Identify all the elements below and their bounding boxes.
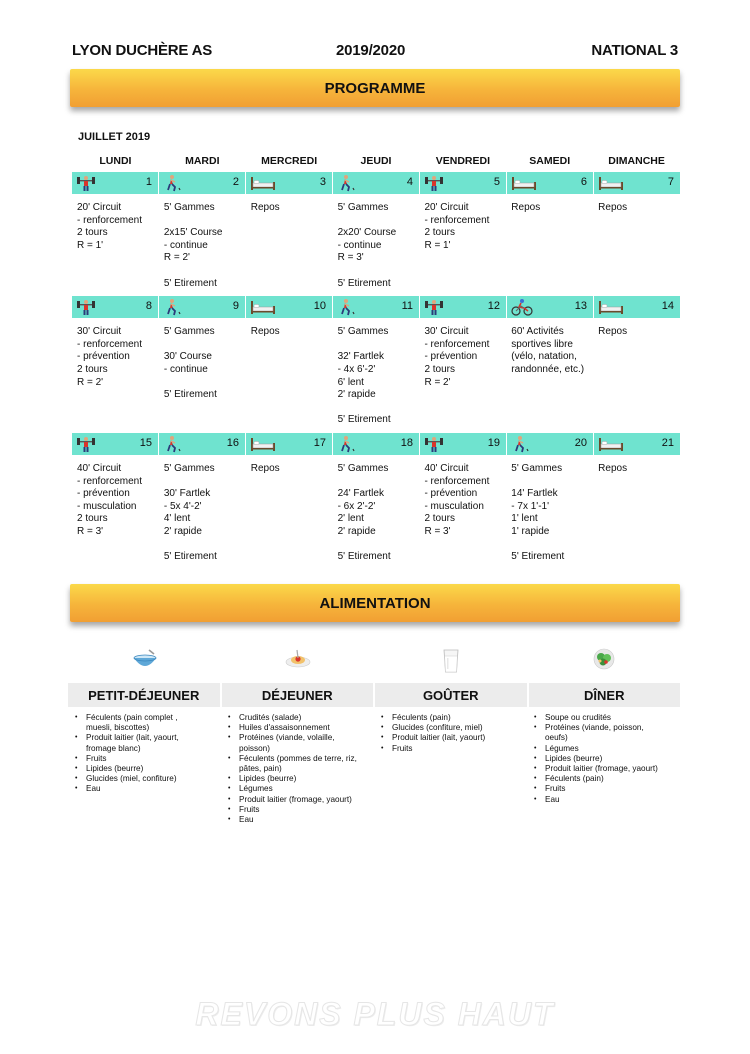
day-workout: [72, 194, 159, 294]
meal-list: [374, 713, 527, 825]
weekday-mardi: MARDI: [185, 155, 220, 167]
workout-line: 2 tours: [77, 513, 108, 525]
workout-line: 5' Gammes: [511, 462, 563, 474]
day-workout: [333, 194, 420, 294]
meal-item-line: • Protéines (viande, poisson,: [545, 723, 644, 733]
weekday-dimanche: DIMANCHE: [608, 155, 665, 167]
milk-glass-icon: [374, 648, 527, 679]
bed-icon: [250, 174, 270, 192]
meal-item-line: • Légumes: [545, 743, 579, 753]
day-number: 1: [145, 176, 152, 188]
meal-item-line: • Lipides (beurre): [545, 753, 603, 763]
workout-line: - 5x 4'-2': [163, 500, 202, 512]
month-label: JUILLET 2019: [78, 131, 151, 143]
meal-item: [532, 764, 680, 774]
day-workout: [159, 455, 246, 568]
workout-line: [164, 538, 246, 551]
workout-line: 2 tours: [424, 227, 456, 239]
meal-item: [379, 744, 527, 754]
workout-line: 5' Etirement: [511, 551, 565, 563]
runner-icon: [511, 435, 531, 453]
meal-name: PETIT-DÉJEUNER: [68, 683, 222, 707]
meal-item: [532, 723, 680, 743]
workout-line: 2 tours: [77, 363, 108, 375]
meal-item-line: • Produit laitier (lait, yaourt,: [86, 733, 179, 743]
day-number: 15: [139, 436, 152, 449]
workout-line: 14' Fartlek: [511, 488, 558, 500]
day-cell: [159, 433, 246, 455]
workout-line: Repos: [598, 202, 628, 213]
workout-line: - 4x 6'-2': [337, 363, 376, 375]
workout-line: - 6x 2'-2': [337, 500, 376, 512]
day-number: 20: [574, 436, 587, 449]
meal-item-line: • Protéines (viande, volaille,: [239, 733, 335, 743]
programme-banner: [70, 69, 680, 107]
day-workout: [246, 194, 333, 294]
workout-line: Repos: [598, 326, 628, 338]
workout-line: R = 2': [424, 376, 451, 388]
meal-item-line: pâtes, pain): [239, 764, 282, 774]
workout-line: 2 tours: [424, 363, 456, 375]
workout-line: [164, 215, 246, 228]
day-workout: [333, 455, 420, 568]
meal-item-line: • Fruits: [86, 753, 107, 763]
day-workout: [593, 455, 680, 568]
day-cell: [159, 172, 246, 194]
day-number: 14: [661, 300, 674, 313]
workout-line: [338, 402, 420, 415]
workout-line: 5' Gammes: [337, 462, 389, 474]
meal-item-line: • Produit laitier (fromage, yaourt): [239, 794, 352, 804]
workout-line: 2' rapide: [337, 525, 376, 537]
day-number: 8: [145, 300, 152, 313]
workout-line: 5' Etirement: [163, 277, 217, 289]
day-workout: [246, 455, 333, 568]
workout-line: - musculation: [77, 500, 137, 512]
meal-item-line: • Glucides (confiture, miel): [392, 723, 483, 733]
day-cell: [333, 433, 420, 455]
meal-item-line: • Eau: [545, 794, 560, 804]
weightlifter-icon: [76, 435, 96, 453]
meal-header-row: [68, 683, 680, 707]
meal-item-line: • Lipides (beurre): [86, 764, 144, 774]
weekday-samedi: SAMEDI: [529, 155, 571, 167]
meal-item: [379, 713, 527, 723]
day-workout: [333, 318, 420, 431]
meal-item: [226, 774, 374, 784]
meal-item-line: oeufs): [545, 733, 568, 743]
workout-line: - continue: [337, 239, 382, 251]
workout-line: R = 1': [77, 239, 104, 251]
day-number: 19: [487, 436, 500, 449]
day-number: 17: [313, 436, 326, 449]
alimentation-banner: [70, 584, 680, 622]
workout-line: R = 3': [337, 252, 364, 264]
workout-line: [338, 476, 420, 489]
workout-line: (vélo, natation,: [511, 351, 577, 363]
day-cell: [594, 172, 680, 194]
meal-icons-row: [68, 648, 680, 679]
day-cell: [246, 433, 333, 455]
meal-item-line: • Féculents (pommes de terre, riz,: [239, 753, 357, 763]
day-cell: [333, 296, 420, 318]
workout-line: 2x20' Course: [337, 227, 397, 239]
day-workout: [593, 194, 680, 294]
alimentation-title: ALIMENTATION: [319, 594, 431, 612]
workout-line: [164, 377, 246, 390]
day-cell: [507, 172, 594, 194]
day-cell: [246, 296, 333, 318]
bed-icon: [598, 298, 618, 316]
workout-line: 40' Circuit: [77, 462, 122, 474]
day-workout: [419, 318, 506, 431]
meal-name: DÎNER: [584, 688, 625, 703]
meal-item: [379, 733, 527, 743]
day-workout: [246, 318, 333, 431]
workout-line: 30' Circuit: [424, 326, 469, 338]
day-number: 7: [667, 176, 674, 188]
day-workout: [159, 318, 246, 431]
workout-line: R = 3': [424, 525, 451, 537]
programme-title: PROGRAMME: [324, 79, 426, 97]
workout-line: 5' Etirement: [163, 389, 217, 401]
meal-lists: [68, 713, 680, 825]
day-cell: [594, 433, 680, 455]
workout-line: 60' Activités: [511, 326, 564, 338]
workout-line: [338, 215, 420, 228]
runner-icon: [337, 435, 357, 453]
day-number: 21: [661, 436, 674, 449]
workout-line: 2x15' Course: [163, 227, 223, 239]
workout-line: 40' Circuit: [424, 462, 469, 474]
meal-name: DÉJEUNER: [222, 683, 376, 707]
workout-line: [511, 476, 593, 489]
workout-line: 5' Etirement: [337, 277, 391, 289]
meal-list: [221, 713, 374, 825]
meal-item-line: • Fruits: [239, 804, 260, 814]
workout-line: R = 2': [163, 252, 190, 264]
workout-line: 6' lent: [337, 376, 364, 388]
meal-item: [532, 795, 680, 805]
day-workout: [159, 194, 246, 294]
bed-icon: [598, 174, 618, 192]
week-bar: [72, 296, 680, 318]
weightlifter-icon: [76, 298, 96, 316]
season: 2019/2020: [336, 42, 406, 59]
meal-item-line: fromage blanc): [86, 743, 141, 753]
day-workout: [506, 318, 593, 431]
workout-line: 2' rapide: [163, 525, 202, 537]
workout-line: Repos: [250, 202, 280, 213]
workout-line: Repos: [598, 462, 628, 474]
meal-item-line: • Produit laitier (lait, yaourt): [392, 733, 486, 743]
workout-line: 5' Gammes: [163, 202, 215, 213]
workout-line: [338, 339, 420, 352]
workout-line: 1' lent: [511, 513, 538, 525]
runner-icon: [163, 298, 183, 316]
day-number: 12: [487, 300, 500, 313]
day-workout: [419, 194, 506, 294]
weightlifter-icon: [424, 298, 444, 316]
meal-item-line: • Fruits: [545, 784, 566, 794]
meal-item: [532, 713, 680, 723]
workout-line: randonnée, etc.): [511, 363, 585, 375]
weekday-header: [72, 150, 680, 170]
day-workout: [72, 455, 159, 568]
day-cell: [333, 172, 420, 194]
week-bar: [72, 172, 680, 194]
workout-line: sportives libre: [511, 338, 573, 350]
meal-item: [226, 805, 374, 815]
meal-item-line: • Soupe ou crudités: [545, 713, 611, 722]
day-cell: [507, 296, 594, 318]
workout-line: 4' lent: [163, 513, 191, 525]
workout-line: - 7x 1'-1': [511, 500, 550, 512]
workout-line: 5' Gammes: [163, 462, 215, 474]
meal-item: [532, 754, 680, 764]
meal-list: [527, 713, 680, 825]
workout-line: R = 3': [77, 525, 104, 537]
meal-item-line: • Fruits: [392, 743, 413, 753]
day-number: 13: [574, 300, 587, 313]
league: NATIONAL 3: [591, 42, 678, 59]
workout-line: - continue: [163, 239, 208, 251]
salad-icon: [527, 648, 680, 679]
meal-item-line: • Crudités (salade): [239, 713, 302, 722]
weekday-lundi: LUNDI: [99, 155, 132, 167]
day-workout: [593, 318, 680, 431]
workout-line: 5' Gammes: [337, 202, 389, 213]
meal-item: [226, 795, 374, 805]
workout-line: Repos: [250, 462, 280, 474]
meal-item: [226, 713, 374, 723]
calendar-weeks: [72, 172, 680, 568]
day-number: 2: [232, 176, 239, 188]
workout-line: - prévention: [77, 351, 130, 363]
meal-item: [226, 784, 374, 794]
workout-line: - prévention: [424, 351, 478, 363]
day-cell: [420, 172, 507, 194]
meal-item: [532, 744, 680, 754]
workout-line: - musculation: [424, 500, 484, 512]
week-body: [72, 194, 680, 294]
weightlifter-icon: [424, 174, 444, 192]
workout-line: R = 2': [77, 376, 104, 388]
meal-item: [226, 733, 374, 753]
cyclist-icon: [511, 298, 531, 316]
workout-line: 5' Gammes: [337, 326, 389, 338]
workout-line: - renforcement: [424, 338, 490, 350]
weightlifter-icon: [424, 435, 444, 453]
runner-icon: [337, 298, 357, 316]
day-number: 3: [319, 176, 326, 188]
meal-list: [68, 713, 221, 825]
workout-line: 30' Course: [163, 351, 212, 363]
workout-line: 2 tours: [77, 227, 108, 239]
meal-name: GOÛTER: [375, 683, 529, 707]
day-cell: [159, 296, 246, 318]
workout-line: - prévention: [77, 488, 130, 500]
workout-line: [338, 538, 420, 551]
workout-line: R = 1': [424, 239, 451, 251]
day-workout: [72, 318, 159, 431]
day-workout: [419, 455, 506, 568]
document-header: [72, 42, 678, 62]
workout-line: 2' lent: [337, 513, 364, 525]
meal-item-line: • Produit laitier (fromage, yaourt): [545, 764, 658, 774]
day-number: 16: [226, 436, 239, 449]
day-cell: [72, 296, 159, 318]
weekday-jeudi: JEUDI: [360, 155, 392, 167]
meal-item-line: • Glucides (miel, confiture): [86, 774, 177, 784]
meal-item-line: • Légumes: [239, 784, 273, 794]
day-cell: [246, 172, 333, 194]
workout-line: [164, 476, 246, 489]
workout-line: 2 tours: [424, 513, 456, 525]
slogan-text: REVONS PLUS HAUT: [195, 996, 555, 1032]
slogan: [0, 996, 750, 1033]
workout-line: [164, 265, 246, 278]
meal-item-line: • Eau: [86, 784, 101, 794]
workout-line: [164, 339, 246, 352]
runner-icon: [163, 174, 183, 192]
day-number: 10: [313, 300, 326, 313]
meal-item-line: • Huiles d'assaisonnement: [239, 723, 330, 733]
day-number: 4: [406, 176, 413, 188]
workout-line: - prévention: [424, 488, 478, 500]
meal-item: [226, 723, 374, 733]
day-cell: [507, 433, 594, 455]
runner-icon: [337, 174, 357, 192]
workout-line: 5' Etirement: [163, 551, 217, 563]
meal-item-line: poisson): [239, 743, 270, 753]
day-number: 11: [401, 300, 413, 313]
runner-icon: [163, 435, 183, 453]
bed-icon: [250, 435, 270, 453]
day-cell: [420, 433, 507, 455]
workout-line: 20' Circuit: [424, 202, 469, 213]
meal-item: [379, 723, 527, 733]
spaghetti-icon: [221, 648, 374, 679]
day-workout: [506, 455, 593, 568]
week-body: [72, 318, 680, 431]
workout-line: - continue: [163, 363, 208, 375]
meal-item: [73, 784, 221, 794]
workout-line: 5' Etirement: [337, 551, 391, 563]
workout-line: 2' rapide: [337, 389, 376, 401]
meal-item: [73, 754, 221, 764]
workout-line: Repos: [250, 326, 280, 338]
weekday-mercredi: MERCREDI: [261, 155, 318, 167]
workout-line: 1' rapide: [511, 525, 550, 537]
workout-line: 20' Circuit: [77, 202, 122, 213]
workout-line: Repos: [511, 202, 541, 213]
workout-line: 5' Gammes: [163, 326, 215, 338]
meal-item: [73, 733, 221, 753]
workout-line: 30' Fartlek: [163, 488, 211, 500]
workout-line: 32' Fartlek: [337, 351, 384, 363]
weekday-vendredi: VENDREDI: [435, 155, 490, 167]
workout-line: [338, 265, 420, 278]
meal-item-line: • Eau: [239, 815, 254, 825]
week-bar: [72, 433, 680, 455]
meal-item: [226, 754, 374, 774]
day-cell: [72, 433, 159, 455]
workout-line: - renforcement: [77, 475, 143, 487]
bed-icon: [250, 298, 270, 316]
meal-item-line: • Féculents (pain): [392, 713, 451, 722]
workout-line: - renforcement: [77, 338, 143, 350]
day-number: 18: [400, 436, 413, 449]
day-cell: [594, 296, 680, 318]
meal-item: [73, 764, 221, 774]
club-name: LYON DUCHÈRE AS: [72, 42, 213, 59]
workout-line: [511, 538, 593, 551]
day-number: 9: [232, 300, 239, 313]
workout-line: - renforcement: [77, 214, 143, 226]
meal-item: [73, 713, 221, 733]
bed-icon: [511, 174, 531, 192]
day-number: 6: [580, 176, 587, 188]
day-cell: [72, 172, 159, 194]
workout-line: - renforcement: [424, 475, 490, 487]
training-calendar: [72, 150, 680, 568]
bowl-icon: [68, 648, 221, 679]
day-cell: [420, 296, 507, 318]
meal-item-line: • Féculents (pain complet ,: [86, 713, 178, 722]
meal-item: [532, 774, 680, 784]
meal-item: [532, 784, 680, 794]
workout-line: 24' Fartlek: [337, 488, 384, 500]
meal-item-line: • Lipides (beurre): [239, 774, 297, 784]
meal-item-line: • Féculents (pain): [545, 774, 604, 784]
workout-line: 30' Circuit: [77, 326, 122, 338]
week-body: [72, 455, 680, 568]
meal-item: [73, 774, 221, 784]
workout-line: 5' Etirement: [337, 414, 391, 426]
bed-icon: [598, 435, 618, 453]
day-number: 5: [493, 176, 500, 188]
workout-line: - renforcement: [424, 214, 490, 226]
day-workout: [506, 194, 593, 294]
meal-item-line: muesli, biscottes): [86, 723, 150, 733]
weightlifter-icon: [76, 174, 96, 192]
meal-item: [226, 815, 374, 825]
